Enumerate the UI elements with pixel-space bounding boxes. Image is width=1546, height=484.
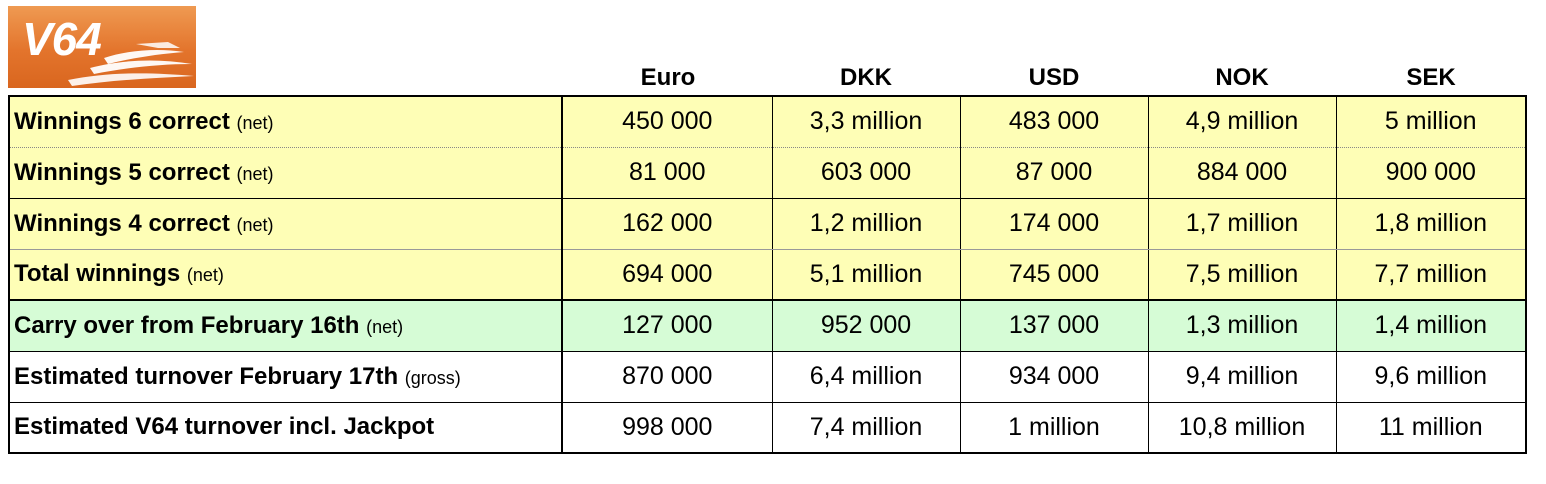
table-row [9, 402, 1526, 453]
row-label [9, 300, 562, 351]
cell-nok: 7,5 million [1148, 249, 1336, 300]
cell-sek: 900 000 [1336, 147, 1526, 198]
cell-dkk: 7,4 million [772, 402, 960, 453]
currency-header-row [0, 62, 1546, 94]
table-row [9, 351, 1526, 402]
row-label-text: Winnings 5 correct [14, 158, 230, 186]
cell-dkk: 603 000 [772, 147, 960, 198]
row-label [9, 402, 562, 453]
cell-sek: 1,4 million [1336, 300, 1526, 351]
cell-sek: 9,6 million [1336, 351, 1526, 402]
table-row [9, 300, 1526, 351]
row-label-text: Winnings 6 correct [14, 107, 230, 135]
row-label-text: Estimated turnover February 17th [14, 362, 399, 390]
row-label-note: (net) [236, 112, 274, 133]
cell-sek: 5 million [1336, 96, 1526, 147]
column-header-nok: NOK [1215, 64, 1269, 91]
column-header-dkk: DKK [840, 64, 892, 91]
column-header-sek: SEK [1406, 64, 1456, 91]
row-label-note: (net) [236, 214, 274, 235]
row-label-note: (gross) [404, 367, 461, 388]
row-label [9, 147, 562, 198]
cell-usd: 483 000 [960, 96, 1148, 147]
cell-nok: 9,4 million [1148, 351, 1336, 402]
cell-usd: 1 million [960, 402, 1148, 453]
cell-euro: 870 000 [562, 351, 772, 402]
cell-sek: 7,7 million [1336, 249, 1526, 300]
cell-nok: 4,9 million [1148, 96, 1336, 147]
cell-euro: 998 000 [562, 402, 772, 453]
row-label-text: Estimated V64 turnover incl. Jackpot [14, 413, 435, 441]
cell-usd: 745 000 [960, 249, 1148, 300]
cell-sek: 11 million [1336, 402, 1526, 453]
row-label [9, 249, 562, 300]
table-row [9, 96, 1526, 147]
cell-usd: 934 000 [960, 351, 1148, 402]
cell-nok: 1,7 million [1148, 198, 1336, 249]
cell-dkk: 3,3 million [772, 96, 960, 147]
cell-usd: 174 000 [960, 198, 1148, 249]
cell-dkk: 6,4 million [772, 351, 960, 402]
cell-nok: 1,3 million [1148, 300, 1336, 351]
row-label-note: (net) [366, 316, 404, 337]
row-label-text: Carry over from February 16th [14, 311, 360, 339]
column-header-usd: USD [1028, 64, 1080, 91]
row-label-text: Total winnings [14, 260, 181, 288]
cell-nok: 10,8 million [1148, 402, 1336, 453]
row-label [9, 198, 562, 249]
row-label [9, 351, 562, 402]
table-row [9, 198, 1526, 249]
cell-euro: 81 000 [562, 147, 772, 198]
row-label-note: (net) [236, 163, 274, 184]
cell-euro: 127 000 [562, 300, 772, 351]
row-label [9, 96, 562, 147]
cell-euro: 450 000 [562, 96, 772, 147]
cell-dkk: 5,1 million [772, 249, 960, 300]
cell-sek: 1,8 million [1336, 198, 1526, 249]
logo-text: V64 [22, 13, 101, 65]
cell-nok: 884 000 [1148, 147, 1336, 198]
column-header-euro: Euro [640, 64, 696, 91]
cell-usd: 87 000 [960, 147, 1148, 198]
cell-euro: 694 000 [562, 249, 772, 300]
cell-usd: 137 000 [960, 300, 1148, 351]
winnings-table [8, 95, 1527, 454]
row-label-note: (net) [186, 265, 224, 286]
cell-euro: 162 000 [562, 198, 772, 249]
cell-dkk: 952 000 [772, 300, 960, 351]
table-row [9, 147, 1526, 198]
row-label-text: Winnings 4 correct [14, 209, 230, 237]
cell-dkk: 1,2 million [772, 198, 960, 249]
table-row [9, 249, 1526, 300]
